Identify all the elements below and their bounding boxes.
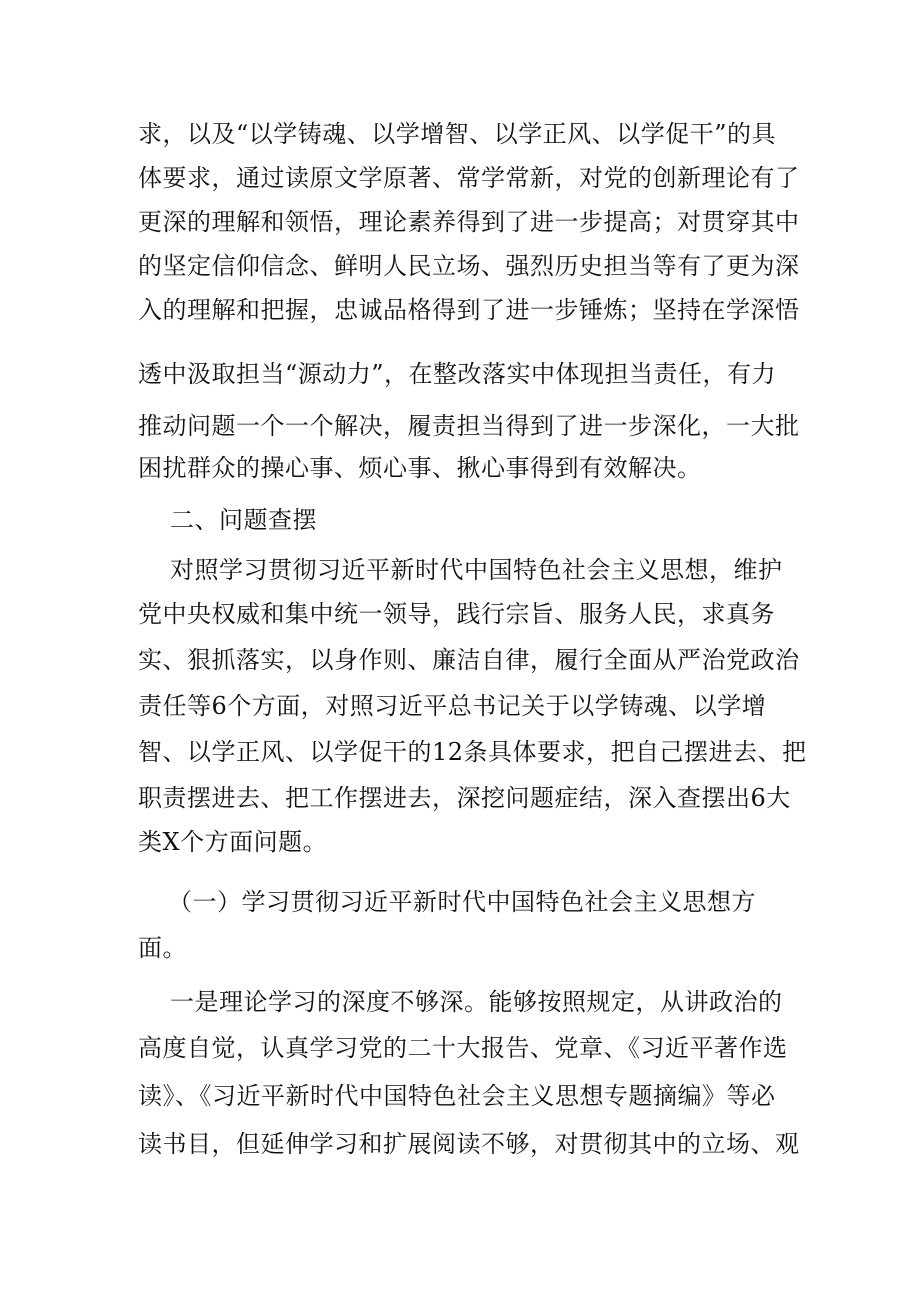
- subsection-heading: （一）学习贯彻习近平新时代中国特色社会主义思想方: [168, 888, 756, 916]
- paragraph-line: 困扰群众的操心事、烦心事、揪心事得到有效解决。: [138, 454, 702, 482]
- paragraph-line: 党中央权威和集中统一领导，践行宗旨、服务人民，求真务: [138, 600, 775, 628]
- paragraph-line: 求，以及“以学铸魂、以学增智、以学正风、以学促干”的具: [138, 120, 777, 148]
- paragraph-line: 一是理论学习的深度不够深。能够按照规定，从讲政治的: [170, 988, 783, 1016]
- paragraph-line: 职责摆进去、把工作摆进去，深挖问题症结，深入查摆出6大: [138, 784, 791, 812]
- subsection-heading-continued: 面。: [138, 934, 187, 962]
- paragraph-line: 入的理解和把握，忠诚品格得到了进一步锤炼；坚持在学深悟: [138, 296, 800, 324]
- paragraph-line: 更深的理解和领悟，理论素养得到了进一步提高；对贯穿其中: [138, 208, 800, 236]
- paragraph-line: 推动问题一个一个解决，履责担当得到了进一步深化，一大批: [138, 412, 800, 440]
- paragraph-line: 体要求，通过读原文学原著、常学常新，对党的创新理论有了: [138, 164, 800, 192]
- paragraph-line: 类X个方面问题。: [138, 828, 328, 856]
- section-heading: 二、问题查摆: [170, 506, 317, 534]
- paragraph-line: 高度自觉，认真学习党的二十大报告、党章、《习近平著作选: [138, 1034, 788, 1062]
- paragraph-line: 智、以学正风、以学促干的12条具体要求，把自己摆进去、把: [138, 738, 807, 766]
- paragraph-line: 读书目，但延伸学习和扩展阅读不够，对贯彻其中的立场、观: [138, 1130, 800, 1158]
- paragraph-line: 责任等6个方面，对照习近平总书记关于以学铸魂、以学增: [138, 692, 767, 720]
- paragraph-line: 的坚定信仰信念、鲜明人民立场、强烈历史担当等有了更为深: [138, 252, 800, 280]
- paragraph-line: 对照学习贯彻习近平新时代中国特色社会主义思想，维护: [170, 556, 783, 584]
- paragraph-line: 读》、《习近平新时代中国特色社会主义思想专题摘编》等必: [138, 1082, 776, 1110]
- paragraph-line: 透中汲取担当“源动力”，在整改落实中体现担当责任，有力: [138, 360, 777, 388]
- paragraph-line: 实、狠抓落实，以身作则、廉洁自律，履行全面从严治党政治: [138, 646, 800, 674]
